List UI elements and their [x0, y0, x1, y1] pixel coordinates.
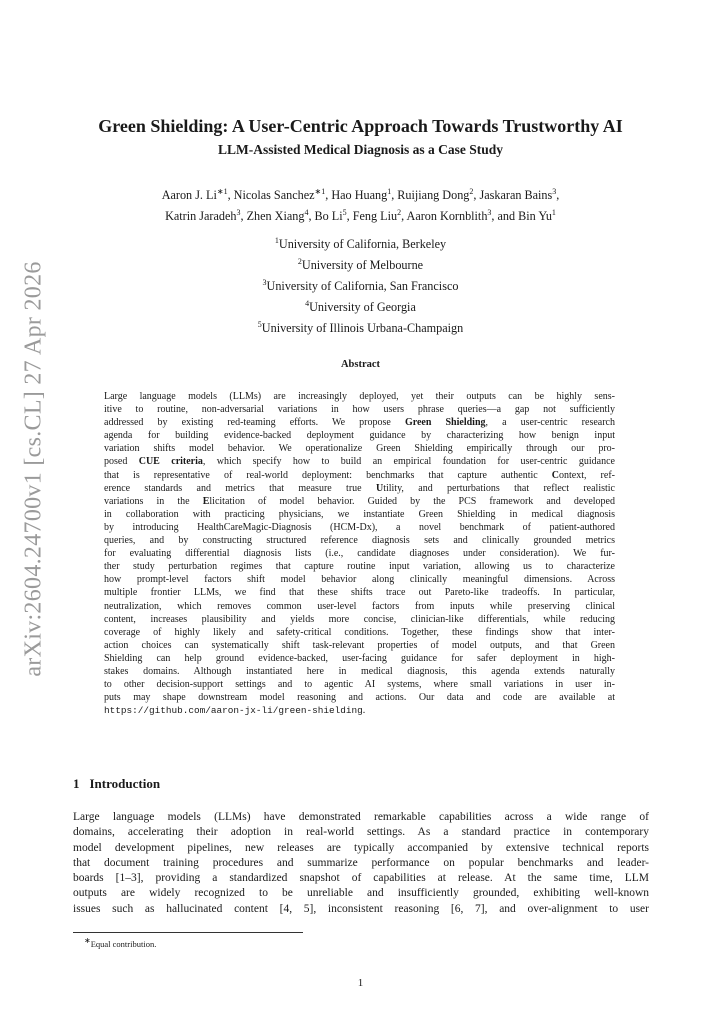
- section-title: Introduction: [89, 776, 161, 791]
- author-name: Bo Li: [314, 209, 343, 224]
- author: [165, 209, 240, 223]
- author-affiliation-marker: 3: [552, 187, 557, 196]
- affiliation-marker: 2: [297, 257, 302, 267]
- footnote-divider: [73, 932, 303, 933]
- affiliation: [100, 274, 621, 295]
- author: [479, 188, 556, 202]
- abstract-line: posed CUE criteria, which specify how to build an empirical foundation for user-centric guidance: [104, 456, 615, 468]
- author-affiliation-marker: 2: [469, 187, 474, 196]
- abstract-line: stakes domains. Although instantiated here in medical diagnosis, this agenda extends naturally: [104, 665, 615, 677]
- abstract-line: multiple frontier LLMs, we find that these shifts trace out Pareto-like tradeoffs. In particular,: [104, 587, 615, 599]
- affiliation: [100, 232, 621, 253]
- abstract-line: in collaboration with practicing physicians, we instantiate Green Shielding in medical diagnosis: [104, 508, 615, 520]
- footnote: [84, 936, 156, 949]
- author-name: Zhen Xiang: [246, 209, 305, 224]
- abstract-line: variations in the Elicitation of model behavior. Guided by the PCS framework and developed: [104, 495, 615, 507]
- abstract-line: that is representative of real-world deployment: benchmarks that capture authentic Context, ref-: [104, 469, 615, 481]
- emphasis-term: CUE criteria: [138, 456, 203, 468]
- affiliation-name: University of Georgia: [309, 300, 416, 315]
- abstract-body: [104, 390, 615, 717]
- body-text-line: boards [1–3], providing a standardized snapshot of capabilities at release. At the same time, LLM: [73, 872, 649, 885]
- author: [331, 188, 391, 202]
- author-name: Bin Yu: [518, 209, 552, 224]
- affiliation-name: University of Illinois Urbana-Champaign: [261, 321, 464, 336]
- author: [247, 209, 309, 223]
- abstract-line: action choices can systematically shift task-relevant properties of model outputs, and that Green: [104, 639, 615, 651]
- emphasis-term: C: [551, 469, 559, 481]
- paper-subtitle: LLM-Assisted Medical Diagnosis as a Case Study: [217, 142, 504, 157]
- abstract-line: coverage of highly likely and safety-critical conditions. Together, these findings show that inter-: [104, 626, 615, 638]
- abstract-line: Large language models (LLMs) are increasingly deployed, yet their outputs can be highly sens-: [104, 391, 615, 402]
- section-heading-introduction: [73, 776, 160, 792]
- author-affiliation-marker: ∗1: [216, 187, 228, 196]
- affiliation: [100, 316, 621, 337]
- affiliation: [100, 253, 621, 274]
- body-text-line: that document training procedures and summarize performance on popular benchmarks and leader-: [73, 856, 649, 869]
- affiliation-marker: 3: [262, 278, 267, 288]
- paper-title: Green Shielding: A User-Centric Approach Towards Trustworthy AI: [98, 116, 623, 136]
- author-name: Hao Huang: [331, 188, 388, 203]
- author: [315, 209, 347, 223]
- affiliation-name: University of California, Berkeley: [278, 237, 447, 252]
- author: [234, 188, 326, 202]
- author-affiliation-marker: 5: [342, 208, 347, 218]
- section-number: 1: [73, 776, 80, 791]
- emphasis-term: E: [202, 495, 210, 507]
- introduction-body: [73, 810, 649, 917]
- footnote-text: Equal contribution.: [90, 938, 157, 949]
- arxiv-identifier-stamp: [16, 261, 52, 677]
- affiliation-name: University of California, San Francisco: [266, 279, 459, 294]
- abstract-line: https://github.com/aaron-jx-li/green-shielding.: [104, 705, 366, 717]
- abstract-line: content, increases plausibility and yields more concise, clinician-like differentials, while reducing: [104, 613, 615, 625]
- affiliation-name: University of Melbourne: [301, 258, 424, 273]
- abstract-heading: Abstract: [340, 359, 381, 370]
- affiliation-marker: 4: [305, 299, 310, 309]
- abstract-line: queries, and by constructing structured reference diagnosis sets and clinically grounded metrics: [104, 535, 615, 547]
- affiliation-marker: 1: [274, 236, 279, 245]
- emphasis-term: Green Shielding: [404, 417, 486, 429]
- author-affiliation-marker: 4: [304, 208, 309, 218]
- author-affiliation-marker: 1: [551, 208, 556, 218]
- author-affiliation-marker: ∗1: [314, 187, 326, 196]
- affiliation-marker: 5: [257, 320, 262, 330]
- footnote-marker: ∗: [84, 936, 91, 945]
- author-affiliation-marker: 2: [397, 208, 402, 218]
- abstract-line: by introducing HealthCareMagic-Diagnosis (HCM-Dx), a novel benchmark of patient-authored: [104, 521, 615, 533]
- author: [162, 188, 228, 202]
- body-text-line: issues such as hallucinated content [4, 5], inconsistent reasoning [6, 7], and over-alignment to user: [73, 902, 649, 915]
- body-text-line: domains, accelerating their adoption in real-world settings. As a standard practice in contemporary: [73, 826, 649, 839]
- abstract-line: neutralization, which removes common user-level factors from inputs while preserving clinical: [104, 600, 615, 612]
- abstract-line: for evaluating differential diagnosis lists (i.e., candidate diagnoses under consideration). We fur-: [104, 548, 615, 560]
- body-text-line: outputs are widely recognized to be unreliable and insufficiently grounded, exhibiting well-known: [73, 887, 649, 900]
- abstract-line: how prompt-level factors shift model behavior along clinically meaningful dimensions. Across: [104, 574, 615, 586]
- author-affiliation-marker: 3: [487, 208, 492, 218]
- abstract-line: variation shifts model behavior. We operationalize Green Shielding empirically through our pro-: [104, 443, 615, 455]
- abstract-line: Shielding can help ground evidence-backed, user-facing guidance for safer deployment in high-: [104, 652, 615, 664]
- affiliation: [100, 295, 621, 316]
- author: [397, 188, 473, 202]
- emphasis-term: U: [375, 482, 384, 494]
- page-number: 1: [357, 977, 364, 989]
- repository-url: https://github.com/aaron-jx-li/green-shielding: [104, 705, 363, 717]
- author-name: Ruijiang Dong: [397, 188, 470, 203]
- author-affiliation-marker: 3: [236, 208, 241, 218]
- abstract-line: itive to routine, non-adversarial variations in how users phrase queries—a gap not sufficiently: [104, 404, 615, 416]
- author: [353, 209, 401, 223]
- author-name: Nicolas Sanchez: [233, 188, 315, 203]
- abstract-line: puts may shape downstream model reasoning and actions. Our data and code are available at: [104, 692, 615, 704]
- body-text-line: model development pipelines, new releases are typically accompanied by extensive technical reports: [73, 841, 649, 854]
- body-text-line: Large language models (LLMs) have demonstrated remarkable capabilities across a wide range of: [73, 811, 649, 823]
- abstract-line: ther study perturbation regimes that capture routine input variation, allowing us to characterize: [104, 561, 615, 573]
- author: [407, 209, 492, 223]
- author-name: Jaskaran Bains: [479, 188, 553, 203]
- abstract-line: agenda for building evidence-backed deployment guidance by characterizing how benign input: [104, 430, 615, 442]
- author-name: Feng Liu: [352, 209, 398, 224]
- abstract-line: addressed by existing red-teaming efforts. We propose Green Shielding, a user-centric research: [104, 417, 615, 429]
- abstract-line: erence standards and metrics that measure true Utility, and perturbations that reflect realistic: [104, 482, 615, 494]
- affiliation-list: [100, 232, 621, 337]
- author-list: Aaron J. $Li^{∗1}$, Nicolas Sanchez$^{∗1}$, Hao Huang$^1$, Ruijiang Dong$^2$, Jaskaran Bains$^3$, Katrin Jaradeh$^3$, Zhen Xiang$^4$, Bo Li$^5$, Feng Liu$^2$, Aaron Kornblith$^3$, and Bin Yu$^1$: [161, 187, 560, 224]
- arxiv-identifier-text: arXiv:2604.24700v1 [cs.CL] 27 Apr 2026: [20, 261, 47, 677]
- author-affiliation-marker: 1: [387, 187, 392, 196]
- author: [518, 209, 556, 223]
- author-name: Aaron J. Li: [161, 188, 217, 203]
- author-name: Katrin Jaradeh: [165, 209, 237, 224]
- abstract-line: to other decision-support settings and to agentic AI systems, where small variations in user in-: [104, 679, 615, 691]
- author-name: Aaron Kornblith: [406, 209, 488, 224]
